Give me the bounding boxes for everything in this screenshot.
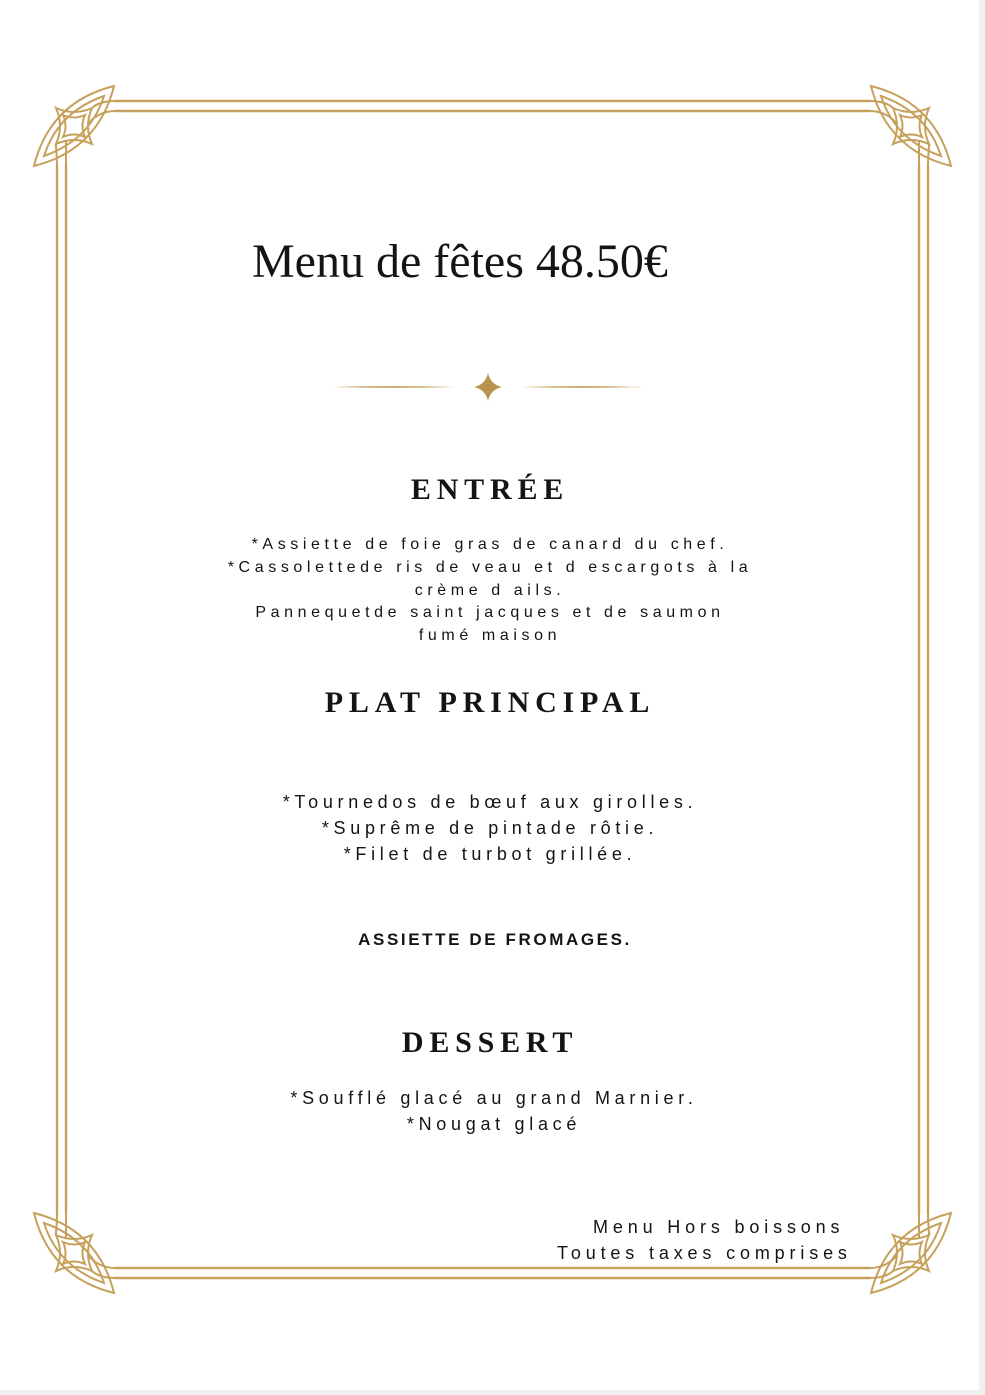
dessert-items	[4, 1085, 984, 1137]
dessert-item-line: *Nougat glacé	[406, 1114, 582, 1134]
footer-taxes-note: Toutes taxes comprises	[557, 1243, 852, 1263]
plat-principal-items	[0, 789, 980, 867]
divider-line-left	[333, 386, 455, 388]
four-point-star-icon	[474, 373, 502, 401]
section-heading-dessert: DESSERT	[401, 1026, 579, 1059]
section-heading-entree: ENTRÉE	[410, 473, 570, 506]
corner-flourish-icon-top-right	[870, 86, 951, 166]
entree-item-line: *Cassolettede ris de veau et d escargots à la	[227, 558, 753, 576]
footer-drinks-note: Menu Hors boissons	[593, 1217, 845, 1237]
divider-line-right	[521, 386, 643, 388]
entree-item-line: crème d ails.	[414, 581, 566, 599]
cheese-course: ASSIETTE DE FROMAGES.	[358, 930, 632, 949]
entree-item-line: fumé maison	[418, 627, 562, 645]
corner-flourish-icon-top-left	[34, 86, 115, 166]
entree-item-line: *Assiette de foie gras de canard du chef.	[251, 536, 729, 553]
entree-item-line: Pannequetde saint jacques et de saumon	[255, 604, 725, 622]
corner-flourish-icon-bottom-left	[34, 1213, 115, 1293]
plat-item-line: *Filet de turbot grillée.	[343, 844, 637, 864]
dessert-item-line: *Soufflé glacé au grand Marnier.	[290, 1088, 698, 1108]
entree-items	[0, 534, 980, 648]
star-divider	[328, 370, 648, 404]
plat-item-line: *Suprême de pintade rôtie.	[321, 818, 659, 838]
corner-flourish-icon-bottom-right	[870, 1213, 951, 1293]
plat-item-line: *Tournedos de bœuf aux girolles.	[282, 792, 698, 812]
section-heading-plat-principal: PLAT PRINCIPAL	[324, 686, 656, 719]
menu-title: Menu de fêtes 48.50€	[252, 235, 668, 288]
